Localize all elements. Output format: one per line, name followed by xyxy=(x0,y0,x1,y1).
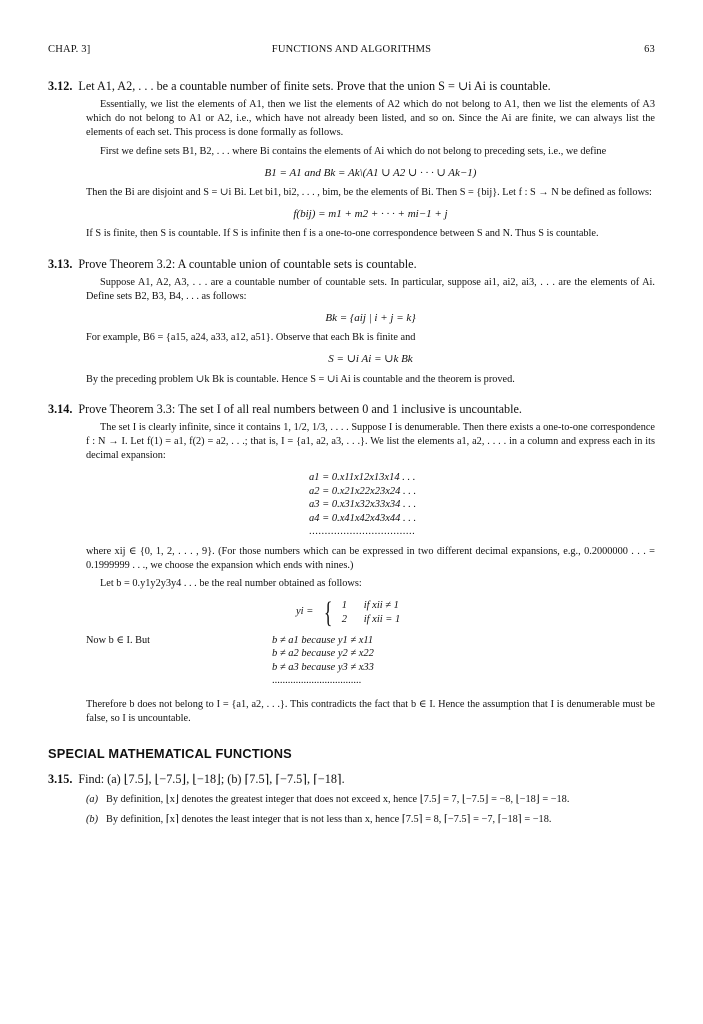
chapter-title: FUNCTIONS AND ALGORITHMS xyxy=(271,44,432,55)
expansion-line: a4 = 0.x41x42x43x44 . . . xyxy=(309,512,417,524)
case-value: 1 xyxy=(341,599,347,611)
paragraph: Therefore b does not belong to I = {a1, a2, . . .}. This contradicts the fact that b ∈ I. Hence the assumption that I is denumerable must be false, so I is uncountable. xyxy=(86,698,655,724)
chapter-label: CHAP. 3] xyxy=(48,44,91,55)
part-label: (a) xyxy=(86,793,99,805)
problem-statement xyxy=(48,256,655,272)
running-header xyxy=(48,44,655,64)
decimal-expansions xyxy=(309,471,655,539)
problem-3-14 xyxy=(48,401,655,726)
solution xyxy=(86,276,655,387)
left-brace-icon: { xyxy=(324,595,333,629)
case-condition: if xii ≠ 1 xyxy=(363,599,399,611)
problem-number: 3.15. xyxy=(48,771,73,786)
paragraph: By the preceding problem ∪k Bk is countable. Hence S = ∪i Ai is countable and the theorem is proved. xyxy=(86,373,515,385)
piecewise-definition xyxy=(296,595,655,629)
section-heading: SPECIAL MATHEMATICAL FUNCTIONS xyxy=(48,745,292,761)
diagonal-argument xyxy=(86,634,655,688)
part-label: (b) xyxy=(86,813,99,825)
continuation-dots: .................................. xyxy=(272,675,362,687)
problem-statement xyxy=(48,401,655,417)
inequality-line: b ≠ a3 because y3 ≠ x33 xyxy=(272,661,374,673)
case-row xyxy=(342,613,401,627)
case-condition: if xii = 1 xyxy=(363,613,401,625)
paragraph: The set I is clearly infinite, since it contains 1, 1/2, 1/3, . . . . Suppose I is denumerable. Then there exists a one-to-one correspondence f : N → I. Let f(1) = a1, f(2) = a2, . . .; that is, I = {a1, a2, a3, . . .}. We list the elements a1, a2, . . . . in a column and express each in its decimal expansion: xyxy=(86,421,655,462)
equation: S = ∪i Ai = ∪k Bk xyxy=(328,353,413,366)
paragraph: For example, B6 = {a15, a24, a33, a12, a51}. Observe that each Bk is finite and xyxy=(86,332,416,344)
inequality-line: b ≠ a2 because y2 ≠ x22 xyxy=(272,648,374,660)
solution xyxy=(86,98,655,242)
equation: B1 = A1 and Bk = Ak\(A1 ∪ A2 ∪ · · · ∪ Ak−1) xyxy=(264,166,477,179)
paragraph: Essentially, we list the elements of A1, then we list the elements of A2 which do not belong to A1, then we list the elements of A3 which do not belong to A1 or A2, i.e., which have not already been listed, and so on. Since the Ai are finite, we can always list the elements of each set. This process is done formally as follows. xyxy=(86,99,655,139)
inequality-line: b ≠ a1 because y1 ≠ x11 xyxy=(272,634,374,646)
paragraph: Let b = 0.y1y2y3y4 . . . be the real number obtained as follows: xyxy=(100,578,362,590)
paragraph: Suppose A1, A2, A3, . . . are a countable number of countable sets. In particular, suppose ai1, ai2, ai3, . . . are the elements of Ai. Define sets B2, B3, B4, . . . as follows: xyxy=(86,276,655,302)
part-text: By definition, ⌊x⌋ denotes the greatest integer that does not exceed x, hence ⌊7.5⌋ = 7, ⌊−7.5⌋ = −8, ⌊−18⌋ = −18. xyxy=(106,793,570,805)
part-text: By definition, ⌈x⌉ denotes the least integer that is not less than x, hence ⌈7.5⌉ = 8, ⌈−7.5⌉ = −7, ⌈−18⌉ = −18. xyxy=(106,813,552,825)
solution-part-b xyxy=(86,813,655,827)
solution xyxy=(86,793,655,827)
problem-3-15 xyxy=(48,771,655,827)
statement-text: Prove Theorem 3.2: A countable union of countable sets is countable. xyxy=(78,256,417,271)
continuation-dots: .................................. xyxy=(309,526,416,538)
expansion-line: a1 = 0.x11x12x13x14 . . . xyxy=(309,472,416,484)
nowb-label: Now b ∈ I. But xyxy=(86,634,150,646)
problem-3-12 xyxy=(48,78,655,242)
problem-statement xyxy=(48,771,655,787)
page-number: 63 xyxy=(644,44,655,55)
problem-number: 3.14. xyxy=(48,401,73,416)
problem-number: 3.13. xyxy=(48,256,73,271)
statement-text: Find: (a) ⌊7.5⌋, ⌊−7.5⌋, ⌊−18⌋; (b) ⌈7.5⌉, ⌈−7.5⌉, ⌈−18⌉. xyxy=(78,771,345,786)
case-row xyxy=(342,599,401,613)
statement-text: Let A1, A2, . . . be a countable number of finite sets. Prove that the union S = ∪i Ai is countable. xyxy=(78,79,551,93)
equation: Bk = {aij | i + j = k} xyxy=(325,312,416,325)
paragraph: First we define sets B1, B2, . . . where Bi contains the elements of Ai which do not belong to preceding sets, i.e., we define xyxy=(100,145,607,157)
paragraph: Then the Bi are disjoint and S = ∪i Bi. Let bi1, bi2, . . . , bim, be the elements of Bi. Then S = {bij}. Let f : S → N be defined as follows: xyxy=(86,187,652,199)
paragraph: If S is finite, then S is countable. If S is infinite then f is a one-to-one correspondence between S and N. Thus S is countable. xyxy=(86,228,599,240)
equation: f(bij) = m1 + m2 + · · · + mi−1 + j xyxy=(293,208,448,221)
expansion-line: a2 = 0.x21x22x23x24 . . . xyxy=(309,485,417,497)
solution xyxy=(86,421,655,726)
problem-number: 3.12. xyxy=(48,79,73,93)
case-value: 2 xyxy=(341,613,347,625)
cases-lhs: yi = xyxy=(296,606,314,618)
paragraph: where xij ∈ {0, 1, 2, . . . , 9}. (For those numbers which can be expressed in two different decimal expansions, e.g., 0.2000000 . . . = 0.1999999 . . ., we choose the expansion which ends with nines.) xyxy=(86,545,655,572)
solution-part-a xyxy=(86,793,655,807)
statement-text: Prove Theorem 3.3: The set I of all real numbers between 0 and 1 inclusive is uncountable. xyxy=(78,401,522,416)
textbook-page xyxy=(48,44,655,827)
problem-statement xyxy=(48,78,655,94)
problem-3-13 xyxy=(48,256,655,387)
expansion-line: a3 = 0.x31x32x33x34 . . . xyxy=(309,499,417,511)
